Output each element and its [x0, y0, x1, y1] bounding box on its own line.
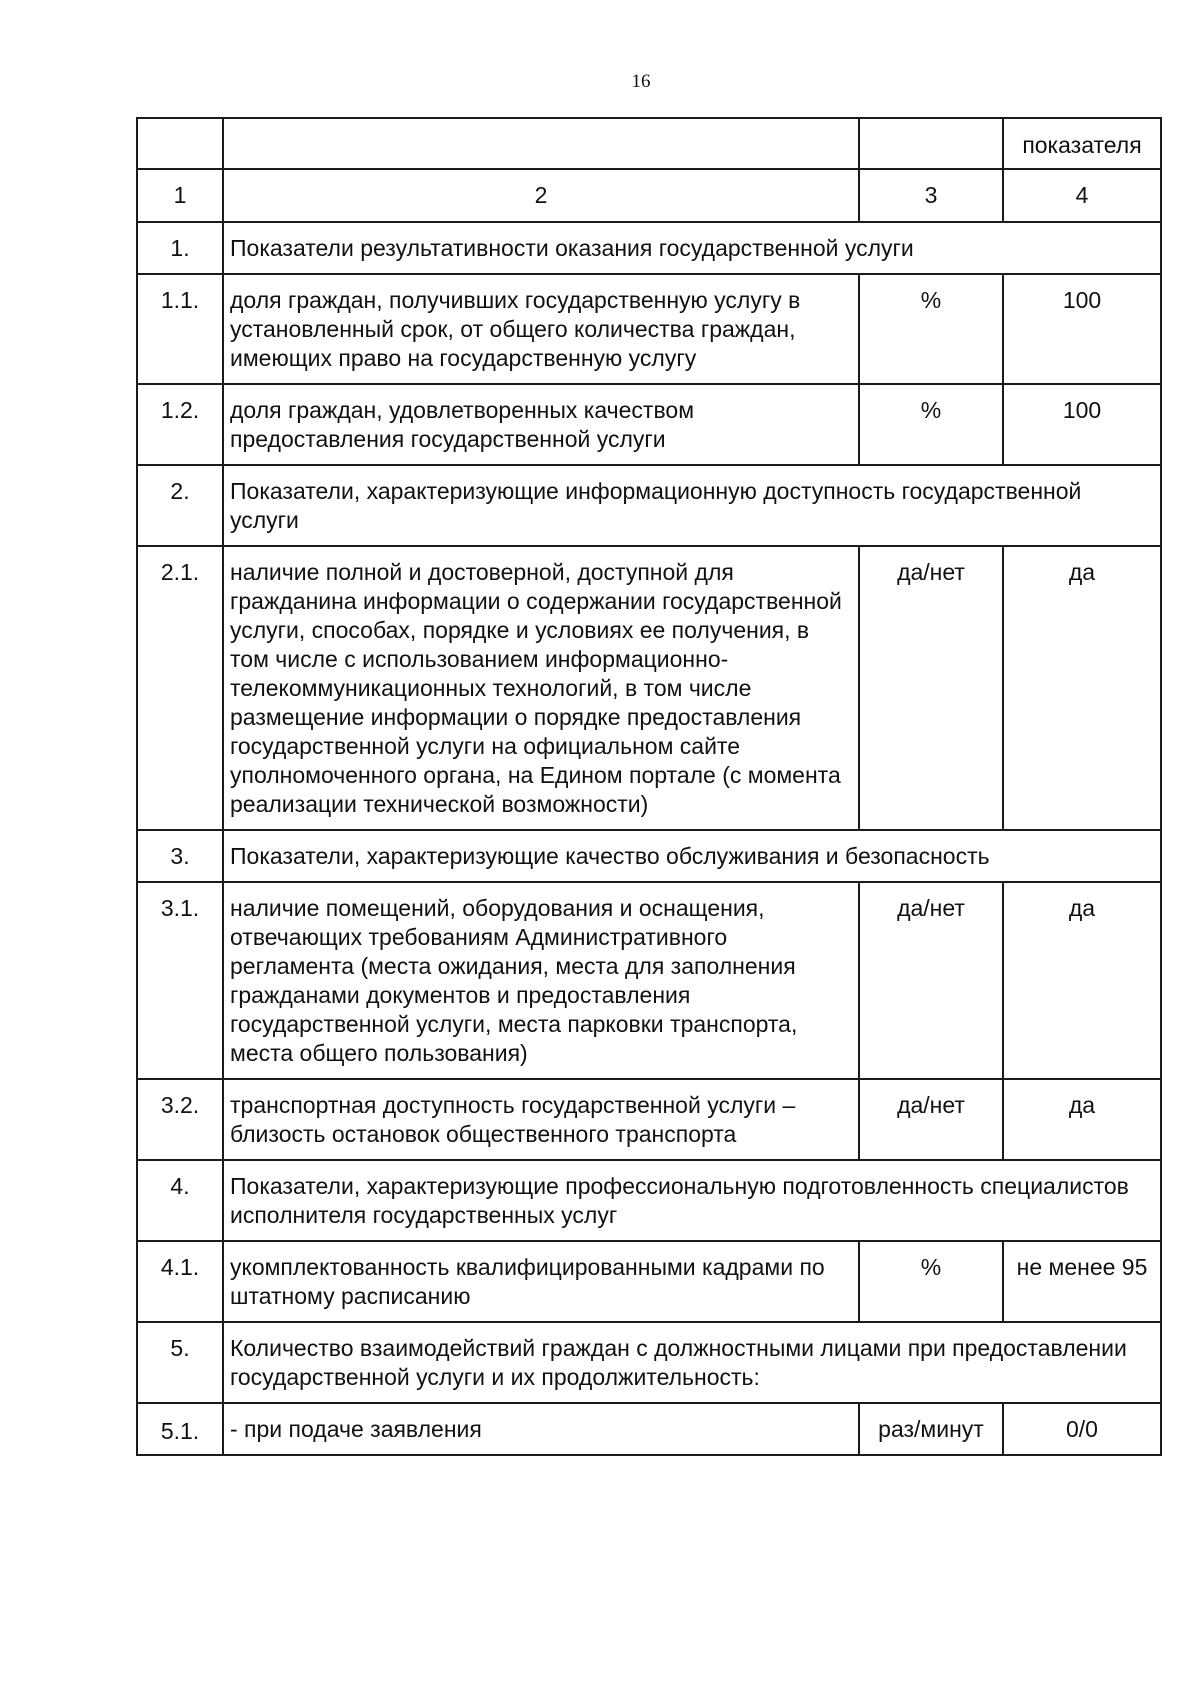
indicator-unit: да/нет — [859, 882, 1003, 1079]
section-row — [137, 222, 1161, 274]
indicator-row — [137, 1403, 1161, 1455]
section-title: Показатели, характеризующие качество обслуживания и безопасность — [223, 830, 1161, 882]
indicator-description: наличие полной и достоверной, доступной для гражданина информации о содержании государственной услуги, способах, порядке и условиях ее получения, в том числе с использованием информационно-телекоммуникационных технологий, в том числе размещение информации о порядке предоставления государственной услуги на официальном сайте уполномоченного органа, на Едином портале (с момента реализации технической возможности) — [223, 546, 859, 830]
indicator-value: да — [1003, 1079, 1161, 1160]
indicator-description: наличие помещений, оборудования и оснащения, отвечающих требованиям Административного регламента (места ожидания, места для заполнения гражданами документов и предоставления государственной услуги, места парковки транспорта, места общего пользования) — [223, 882, 859, 1079]
indicator-number: 5.1. — [137, 1403, 223, 1455]
indicator-description: доля граждан, получивших государственную услугу в установленный срок, от общего количества граждан, имеющих право на государственную услугу — [223, 274, 859, 384]
header-cell-2 — [223, 118, 859, 169]
indicator-value: 100 — [1003, 274, 1161, 384]
indicator-unit: да/нет — [859, 546, 1003, 830]
page-number: 16 — [631, 71, 651, 92]
indicator-number: 3.2. — [137, 1079, 223, 1160]
indicator-description: - при подаче заявления — [223, 1403, 859, 1455]
indicator-unit: % — [859, 384, 1003, 465]
section-number: 4. — [137, 1160, 223, 1241]
indicator-row — [137, 882, 1161, 1079]
indicator-number: 1.2. — [137, 384, 223, 465]
section-title: Количество взаимодействий граждан с должностными лицами при предоставлении государственной услуги и их продолжительность: — [223, 1322, 1161, 1403]
indicator-description: укомплектованность квалифицированными кадрами по штатному расписанию — [223, 1241, 859, 1322]
section-title: Показатели, характеризующие информационную доступность государственной услуги — [223, 465, 1161, 546]
indicator-row — [137, 274, 1161, 384]
column-number-1: 1 — [137, 169, 223, 222]
section-row — [137, 465, 1161, 546]
indicator-unit: % — [859, 274, 1003, 384]
indicator-row — [137, 546, 1161, 830]
header-cell-4: показателя — [1003, 118, 1161, 169]
section-number: 2. — [137, 465, 223, 546]
indicator-number: 4.1. — [137, 1241, 223, 1322]
indicator-row — [137, 1079, 1161, 1160]
column-number-3: 3 — [859, 169, 1003, 222]
indicators-table — [136, 117, 1162, 1456]
indicator-value: не менее 95 — [1003, 1241, 1161, 1322]
column-number-4: 4 — [1003, 169, 1161, 222]
indicator-value: да — [1003, 882, 1161, 1079]
column-number-2: 2 — [223, 169, 859, 222]
indicator-value: 0/0 — [1003, 1403, 1161, 1455]
section-number: 3. — [137, 830, 223, 882]
header-row — [137, 118, 1161, 169]
indicator-unit: раз/минут — [859, 1403, 1003, 1455]
indicator-number: 2.1. — [137, 546, 223, 830]
indicator-unit: % — [859, 1241, 1003, 1322]
indicator-value: да — [1003, 546, 1161, 830]
header-cell-3 — [859, 118, 1003, 169]
section-number: 5. — [137, 1322, 223, 1403]
section-title: Показатели, характеризующие профессиональную подготовленность специалистов исполнителя государственных услуг — [223, 1160, 1161, 1241]
indicator-row — [137, 1241, 1161, 1322]
indicator-value: 100 — [1003, 384, 1161, 465]
section-title: Показатели результативности оказания государственной услуги — [223, 222, 1161, 274]
indicator-number: 3.1. — [137, 882, 223, 1079]
indicator-description: транспортная доступность государственной услуги – близость остановок общественного транспорта — [223, 1079, 859, 1160]
indicator-number: 1.1. — [137, 274, 223, 384]
table-body — [137, 118, 1161, 1455]
indicator-description: доля граждан, удовлетворенных качеством предоставления государственной услуги — [223, 384, 859, 465]
indicator-unit: да/нет — [859, 1079, 1003, 1160]
section-number: 1. — [137, 222, 223, 274]
section-row — [137, 1322, 1161, 1403]
section-row — [137, 830, 1161, 882]
column-number-row — [137, 169, 1161, 222]
section-row — [137, 1160, 1161, 1241]
indicator-row — [137, 384, 1161, 465]
header-cell-1 — [137, 118, 223, 169]
